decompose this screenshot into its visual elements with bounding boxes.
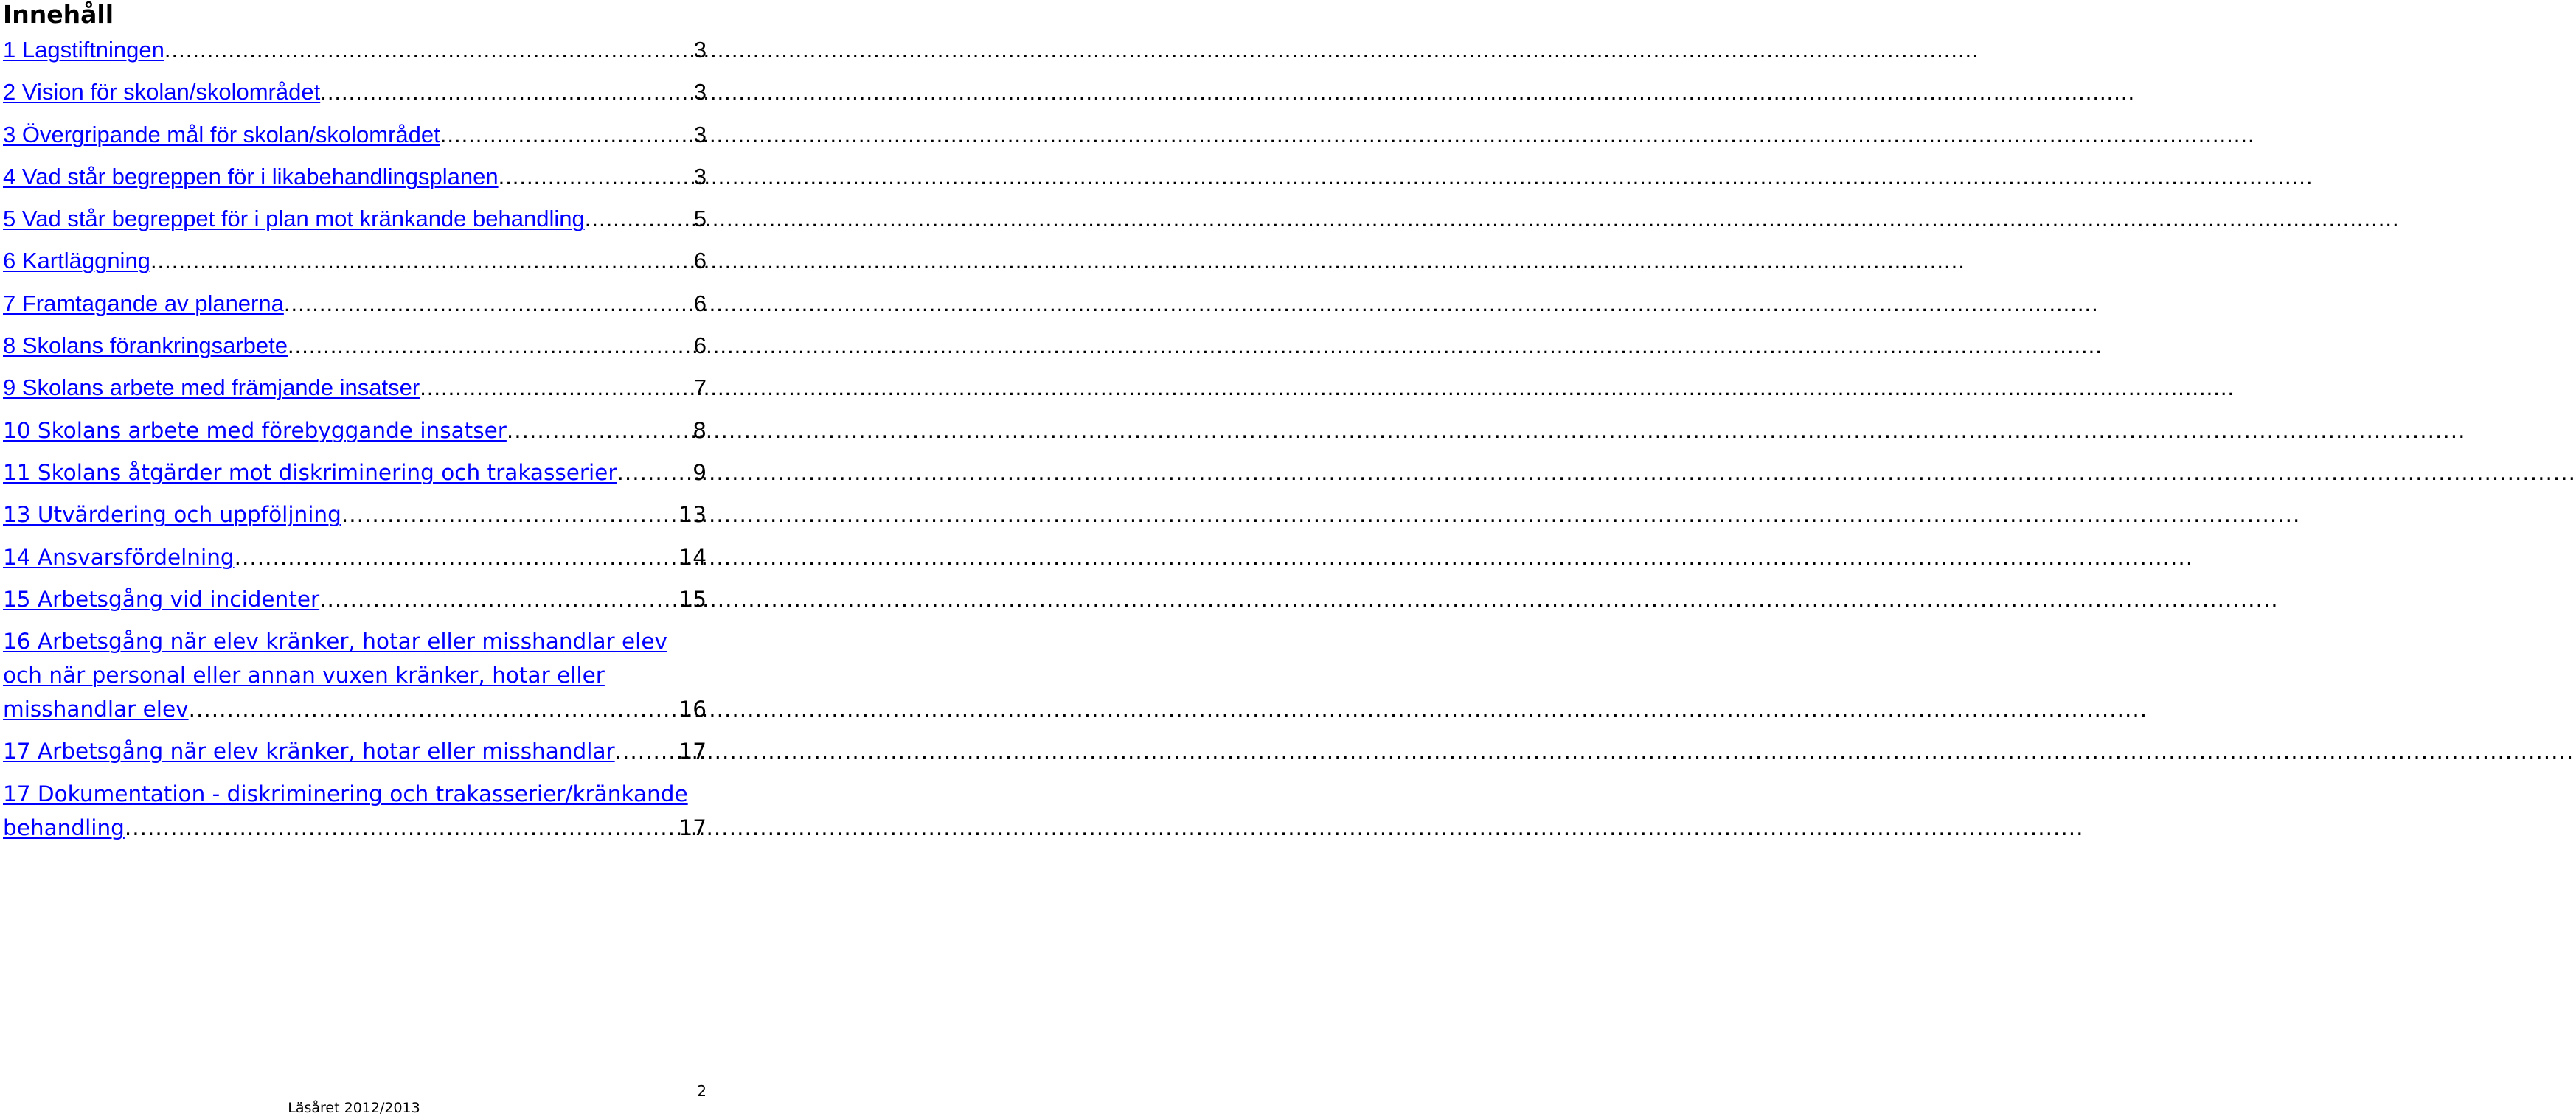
toc-entry-title-line[interactable]: 17 Dokumentation - diskriminering och trakasserier/kränkande	[3, 781, 688, 806]
toc-entry-title[interactable]: 5 Vad står begreppet för i plan mot kränkande behandling	[3, 206, 585, 232]
dot-leader	[164, 33, 692, 67]
toc-entry-title-line[interactable]: 16 Arbetsgång när elev kränker, hotar eller misshandlar elev	[3, 629, 667, 655]
page-number: 2	[697, 1082, 707, 1100]
footer-school-year: Läsåret 2012/2013	[288, 1100, 420, 1116]
toc-entry-6[interactable]	[3, 244, 707, 278]
dot-leader	[235, 540, 678, 574]
dot-leader	[420, 371, 692, 405]
dot-leader	[320, 75, 692, 109]
toc-entry-page: 14	[678, 544, 707, 570]
dot-leader	[341, 498, 678, 531]
toc-entry-17a[interactable]	[3, 734, 707, 768]
toc-entry-page: 8	[692, 417, 707, 443]
toc-entry-14[interactable]	[3, 540, 707, 574]
toc-entry-page: 6	[693, 248, 707, 274]
toc-entry-title-line[interactable]: misshandlar elev	[3, 697, 189, 722]
toc-entry-13[interactable]	[3, 498, 707, 531]
toc-entry-4[interactable]	[3, 160, 707, 194]
dot-leader	[617, 456, 691, 489]
toc-entry-title-line[interactable]: och när personal eller annan vuxen kränker, hotar eller	[3, 663, 605, 689]
toc-entry-page: 3	[693, 79, 707, 105]
toc-entry-5[interactable]	[3, 202, 707, 236]
toc-entry-page: 3	[693, 37, 707, 63]
toc-entry-page: 16	[678, 697, 707, 722]
toc-entry-10[interactable]	[3, 414, 707, 447]
toc-entry-title[interactable]: 13 Utvärdering och uppföljning	[3, 502, 341, 528]
toc-entry-title[interactable]: 14 Ansvarsfördelning	[3, 544, 235, 570]
toc-entry-1[interactable]	[3, 33, 707, 67]
dot-leader	[585, 202, 692, 236]
toc-entry-16[interactable]	[3, 624, 707, 726]
toc-entry-title[interactable]: 9 Skolans arbete med främjande insatser	[3, 374, 420, 401]
dot-leader	[125, 811, 678, 845]
toc-entry-title[interactable]: 11 Skolans åtgärder mot diskriminering och trakasserier	[3, 459, 617, 485]
dot-leader	[615, 734, 678, 768]
dot-leader	[499, 160, 692, 194]
toc-entry-title[interactable]: 17 Arbetsgång när elev kränker, hotar eller misshandlar	[3, 739, 615, 764]
toc-entry-page: 17	[678, 815, 707, 840]
toc-heading: Innehåll	[3, 0, 114, 29]
toc-entry-title[interactable]: 7 Framtagande av planerna	[3, 290, 284, 316]
dot-leader	[150, 244, 692, 278]
dot-leader	[284, 287, 692, 321]
toc-entry-page: 3	[693, 121, 707, 147]
toc-entry-11[interactable]	[3, 456, 707, 489]
toc-entry-page: 9	[692, 459, 707, 485]
toc-entry-17b[interactable]	[3, 777, 707, 845]
toc-entry-title[interactable]: 8 Skolans förankringsarbete	[3, 332, 288, 359]
toc-entry-title-line[interactable]: behandling	[3, 815, 125, 840]
toc-entry-2[interactable]	[3, 75, 707, 109]
toc-entry-page: 3	[693, 163, 707, 189]
toc-entry-title[interactable]: 15 Arbetsgång vid incidenter	[3, 586, 320, 612]
dot-leader	[507, 414, 691, 447]
toc-entry-title[interactable]: 2 Vision för skolan/skolområdet	[3, 79, 321, 105]
toc-entry-9[interactable]	[3, 371, 707, 405]
toc-entry-title[interactable]: 6 Kartläggning	[3, 248, 150, 274]
toc-entry-page: 7	[693, 374, 707, 401]
dot-leader	[440, 118, 692, 152]
toc-entry-15[interactable]	[3, 582, 707, 616]
dot-leader	[189, 692, 678, 726]
toc-entry-title[interactable]: 3 Övergripande mål för skolan/skolområdet	[3, 121, 440, 147]
toc-entry-page: 5	[693, 206, 707, 232]
dot-leader	[319, 582, 677, 616]
toc-entry-page: 6	[693, 290, 707, 316]
toc-entry-8[interactable]	[3, 329, 707, 363]
toc-entry-page: 13	[678, 502, 707, 528]
toc-entry-title[interactable]: 4 Vad står begreppen för i likabehandlingsplanen	[3, 163, 499, 189]
toc-entry-title[interactable]: 10 Skolans arbete med förebyggande insatser	[3, 417, 507, 443]
toc-entry-3[interactable]	[3, 118, 707, 152]
table-of-contents	[3, 33, 707, 853]
toc-entry-7[interactable]	[3, 287, 707, 321]
toc-entry-page: 6	[693, 332, 707, 359]
toc-entry-page: 17	[678, 739, 707, 764]
toc-entry-page: 15	[678, 586, 707, 612]
toc-entry-title[interactable]: 1 Lagstiftningen	[3, 37, 164, 63]
dot-leader	[288, 329, 692, 363]
